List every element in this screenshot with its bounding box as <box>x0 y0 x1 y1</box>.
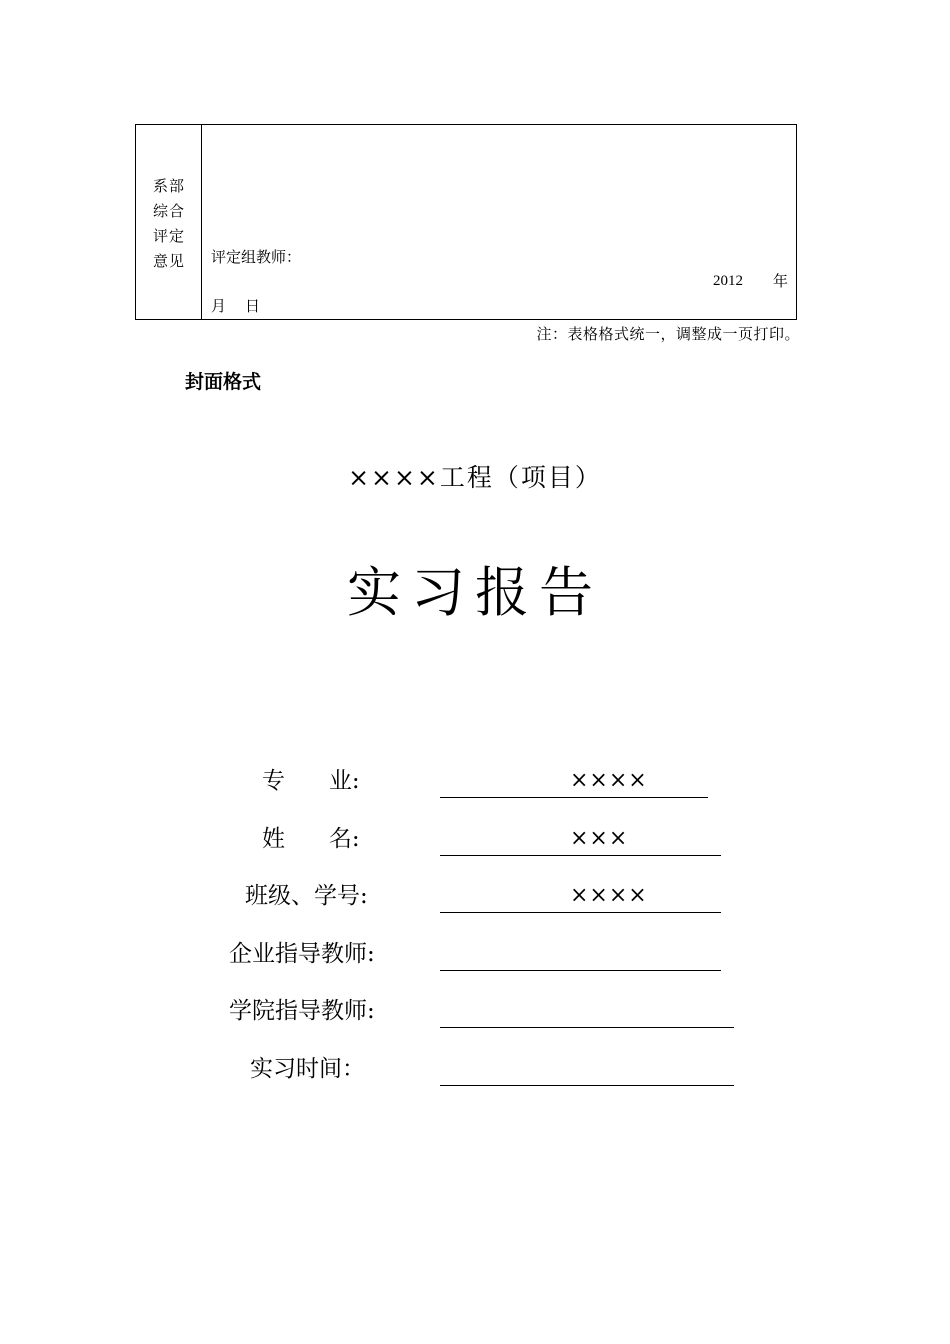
teacher-label: 评定组教师： <box>211 248 302 266</box>
field-underline <box>440 855 721 856</box>
month-label: 月 <box>211 297 227 315</box>
evaluation-label-line: 系部 <box>153 177 186 195</box>
field-value: ××× <box>570 826 629 851</box>
field-underline <box>440 970 721 971</box>
year-unit: 年 <box>773 272 789 290</box>
day-label: 日 <box>245 297 261 315</box>
evaluation-label-cell <box>136 125 202 319</box>
project-title: ××××工程（项目） <box>348 463 602 492</box>
field-row-class-id <box>0 879 950 915</box>
section-heading: 封面格式 <box>185 371 262 393</box>
field-underline <box>440 797 708 798</box>
evaluation-table <box>135 124 797 320</box>
field-label: 专 业: <box>262 768 360 794</box>
field-label: 学院指导教师: <box>229 998 375 1024</box>
field-value: ×××× <box>570 768 648 793</box>
field-label: 企业指导教师: <box>229 941 375 967</box>
field-row-name <box>0 822 950 858</box>
field-underline <box>440 1085 734 1086</box>
evaluation-content-cell <box>202 125 796 319</box>
field-value: ×××× <box>570 883 648 908</box>
evaluation-label-line: 评定 <box>153 227 186 245</box>
field-label: 班级、学号: <box>245 883 368 909</box>
field-row-internship-time <box>0 1052 950 1088</box>
field-row-company-advisor <box>0 937 950 973</box>
field-row-college-advisor <box>0 994 950 1030</box>
field-row-major <box>0 764 950 800</box>
report-title: 实习报告 <box>347 561 603 624</box>
table-note: 注：表格格式统一，调整成一页打印。 <box>536 325 800 343</box>
field-underline <box>440 912 721 913</box>
year-value: 2012 <box>713 273 743 289</box>
evaluation-label-line: 意见 <box>153 252 186 270</box>
field-underline <box>440 1027 734 1028</box>
field-label: 实习时间： <box>250 1056 365 1082</box>
evaluation-label-line: 综合 <box>153 202 186 220</box>
field-label: 姓 名: <box>262 826 360 852</box>
